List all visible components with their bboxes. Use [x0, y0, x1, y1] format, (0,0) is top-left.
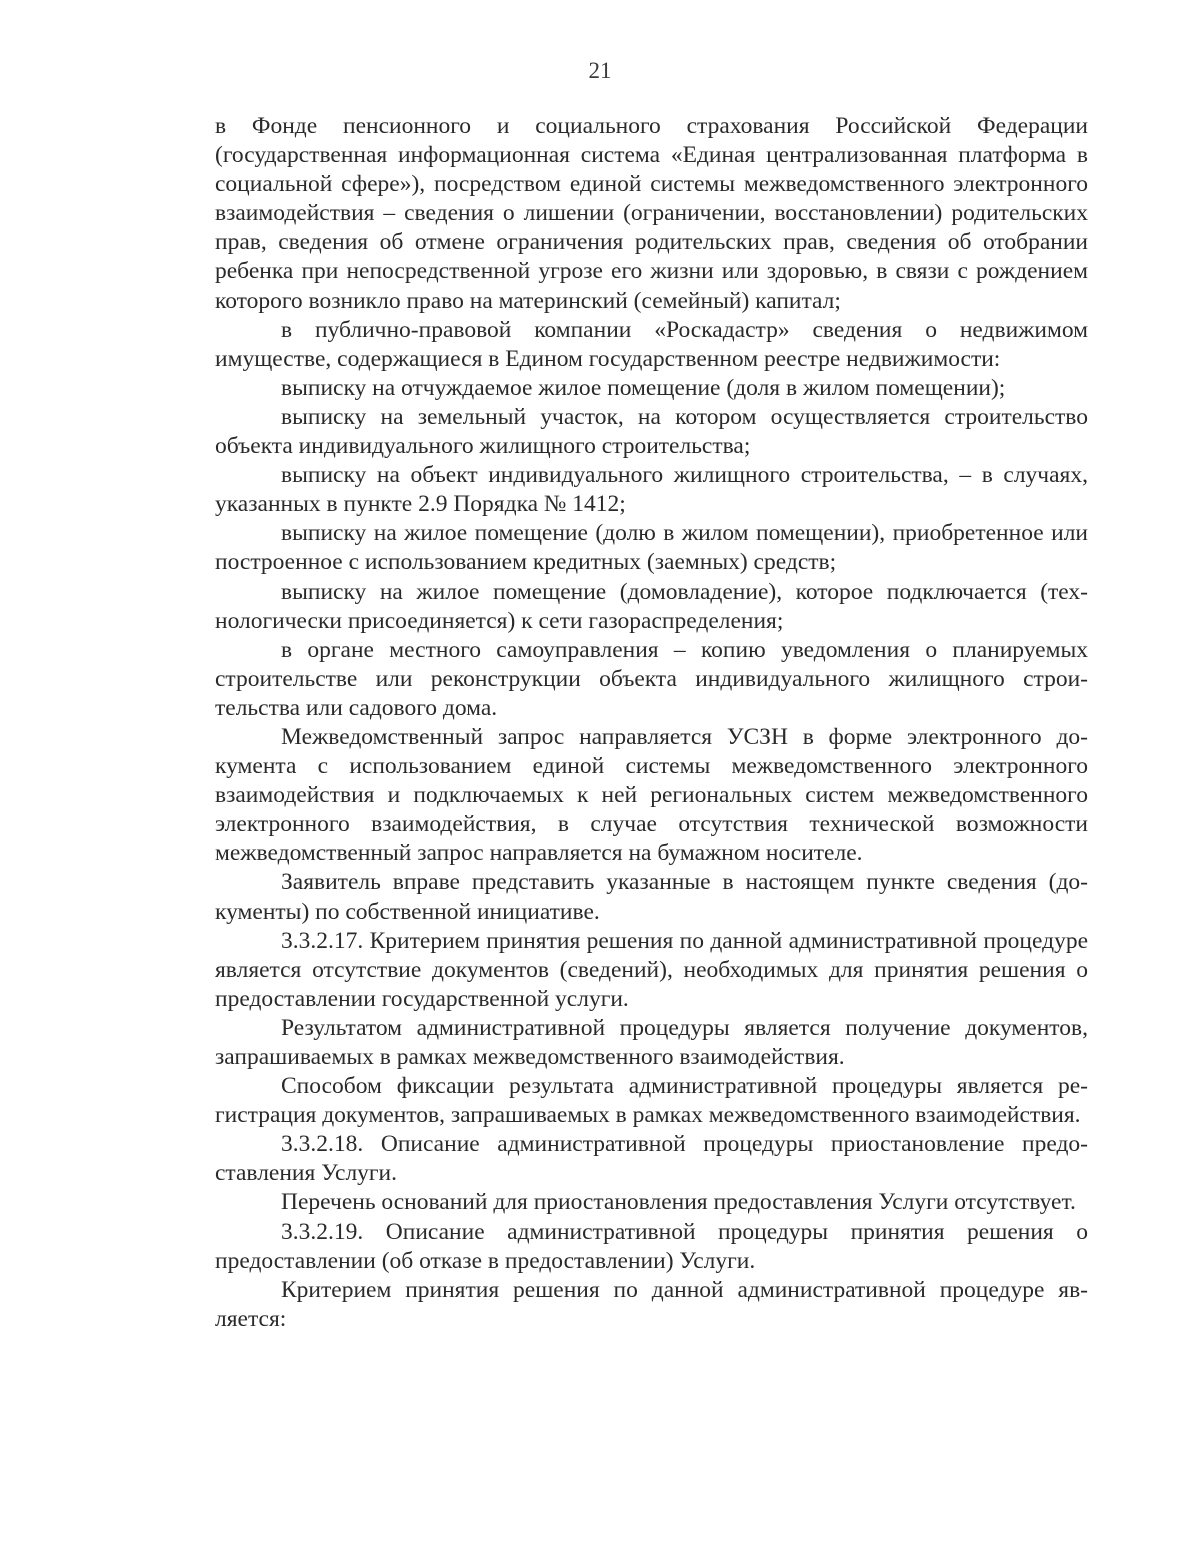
- paragraph-fixation: Способом фиксации результата административной процедуры является регистрация документов, запрашиваемых в рамках межведомственного взаимодействия.: [215, 1073, 1088, 1129]
- document-body: [215, 112, 1088, 1334]
- paragraph-fund-info: в Фонде пенсионного и социального страхования Российской Федерации (государственная информационная система «Единая централизованная платформа в социальной сфере»), посредством единой системы межведомственного электронного взаимодействия – сведения о лишении (ограничении, восстановлении) родительских прав, сведения об отмене ограничения родительских прав, сведения об отобрании ребенка при непосредственной угрозе его жизни или здоровью, в связи с рождением которого возникло право на материнский (семейный) капитал;: [215, 113, 1088, 314]
- paragraph-suspension-grounds: Перечень оснований для приостановления предоставления Услуги отсутствует.: [281, 1189, 1076, 1216]
- paragraph-extract-dwelling: выписку на отчуждаемое жилое помещение (доля в жилом помещении);: [281, 374, 1006, 401]
- paragraph-extract-land: выписку на земельный участок, на котором осуществляется строительство объекта индивидуального жилищного строительства;: [215, 403, 1088, 460]
- paragraph-result: Результатом административной процедуры является получение документов, запрашиваемых в рамках межведомственного взаимодействия.: [215, 1014, 1088, 1070]
- paragraph-criterion: Критерием принятия решения по данной административной процедуре является:: [215, 1276, 1088, 1332]
- paragraph-interagency-request: Межведомственный запрос направляется УСЗН в форме электронного документа с использованием единой системы межведомственного электронного взаимодействия и подключаемых к ней региональных систем межведомственного электронного взаимодействия, в случае отсутствия технической возможности межведомственный запрос направляется на бумажном носителе.: [215, 723, 1088, 867]
- paragraph-applicant-right: Заявитель вправе представить указанные в настоящем пункте сведения (документы) по собственной инициативе.: [215, 869, 1088, 925]
- paragraph-3-3-2-17: 3.3.2.17. Критерием принятия решения по данной административной процедуре является отсутствие документов (сведений), необходимых для принятия решения о предоставлении государственной услуги.: [215, 927, 1088, 1012]
- paragraph-extract-credit: выписку на жилое помещение (долю в жилом помещении), приобретенное или построенное с использованием кредитных (заемных) средств;: [215, 520, 1088, 576]
- paragraph-extract-gas: выписку на жилое помещение (домовладение), которое подключается (технологически присоединяется) к сети газораспределения;: [215, 578, 1088, 634]
- paragraph-3-3-2-19: 3.3.2.19. Описание административной процедуры принятия решения о предоставлении (об отказе в предоставлении) Услуги.: [215, 1218, 1088, 1274]
- paragraph-roskadastr: в публично-правовой компании «Роскадастр» сведения о недвижимом имуществе, содержащиеся в Едином государственном реестре недвижимости:: [215, 316, 1088, 372]
- paragraph-extract-ijs: выписку на объект индивидуального жилищного строительства, – в случаях, указанных в пункте 2.9 Порядка № 1412;: [215, 462, 1088, 518]
- paragraph-local-government: в органе местного самоуправления – копию уведомления о планируемых строительстве или реконструкции объекта индивидуального жилищного строительства или садового дома.: [215, 636, 1088, 721]
- paragraph-3-3-2-18: 3.3.2.18. Описание административной процедуры приостановление предоставления Услуги.: [215, 1131, 1088, 1187]
- page-number: 21: [588, 58, 612, 83]
